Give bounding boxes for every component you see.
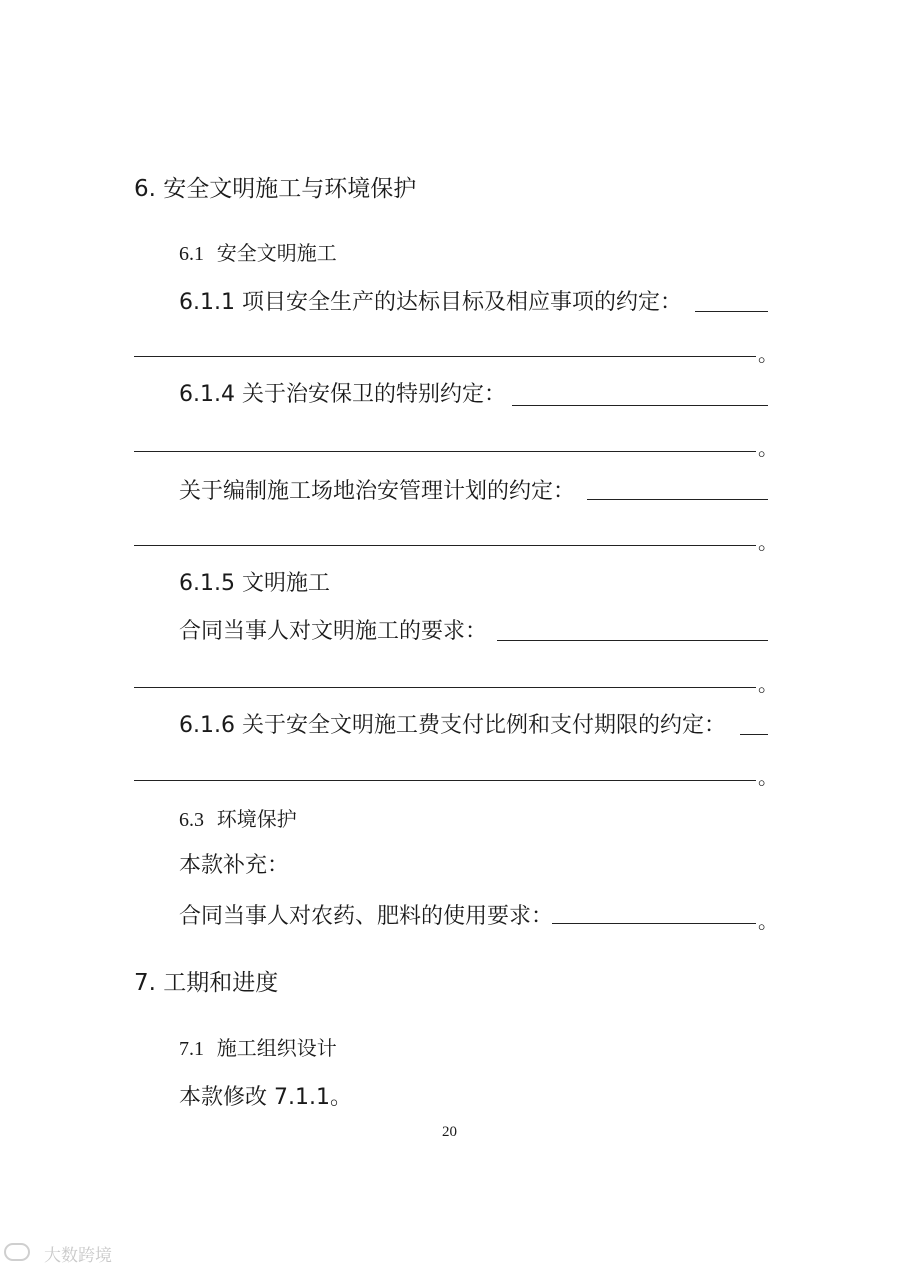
clause-6-1-1: 6.1.1 项目安全生产的达标目标及相应事项的约定： [179,290,682,315]
subsection-6-3-number: 6.3 [179,809,204,831]
period-mark: 。 [758,436,778,460]
page-number: 20 [442,1124,457,1140]
supplement-label: 本款补充： [179,853,290,878]
clause-6-1-5: 6.1.5 文明施工 [179,571,330,596]
clause-pesticide-requirement: 合同当事人对农药、肥料的使用要求： [179,904,554,929]
subsection-6-3-title: 环境保护 [216,807,297,831]
watermark-logo-icon [4,1243,30,1261]
period-mark: 。 [758,672,778,696]
fill-blank-line [497,640,768,641]
clause-civilized-requirement: 合同当事人对文明施工的要求： [179,619,488,644]
subsection-7-1-number: 7.1 [179,1038,204,1060]
subsection-6-1-number: 6.1 [179,243,204,265]
fill-blank-line [552,923,756,924]
watermark-text: 大数跨境 [44,1246,112,1266]
period-mark: 。 [758,342,778,366]
subsection-6-1-title: 安全文明施工 [216,241,337,265]
period-mark: 。 [758,530,778,554]
fill-blank-line [512,405,768,406]
period-mark: 。 [758,909,778,933]
fill-blank-line [134,451,756,452]
subsection-6-3 [179,803,297,832]
clause-6-1-6: 6.1.6 关于安全文明施工费支付比例和支付期限的约定： [179,713,726,738]
fill-blank-line [587,499,768,500]
fill-blank-line [134,545,756,546]
section-6-title: 6. 安全文明施工与环境保护 [134,176,417,202]
clause-7-1-modification: 本款修改 7.1.1。 [179,1085,352,1110]
fill-blank-line [695,311,768,312]
fill-blank-line [134,687,756,688]
subsection-7-1-title: 施工组织设计 [216,1036,337,1060]
fill-blank-line [134,356,756,357]
section-7-title: 7. 工期和进度 [134,970,279,996]
subsection-7-1 [179,1032,337,1061]
clause-6-1-4: 6.1.4 关于治安保卫的特别约定： [179,382,506,407]
fill-blank-line [134,780,756,781]
fill-blank-line [740,734,768,735]
subsection-6-1 [179,237,337,266]
clause-security-plan: 关于编制施工场地治安管理计划的约定： [179,479,576,504]
period-mark: 。 [758,765,778,789]
